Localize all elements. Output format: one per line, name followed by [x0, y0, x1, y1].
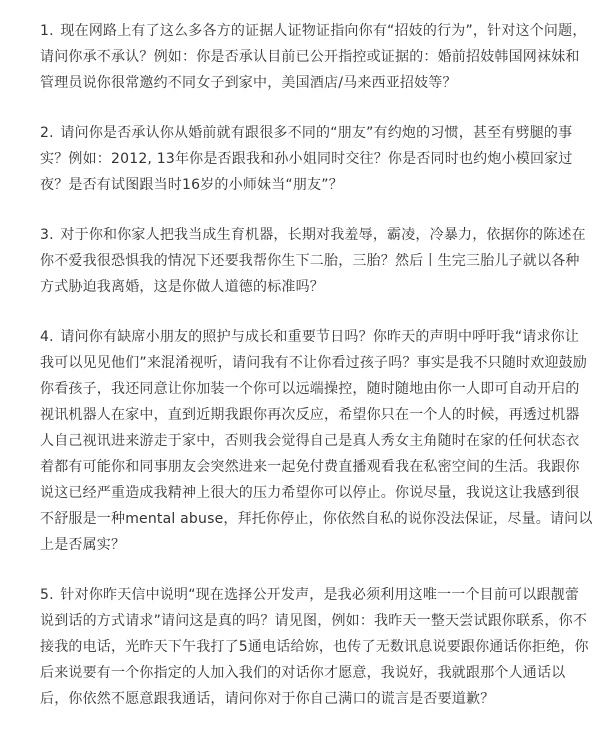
question-2: [40, 120, 593, 198]
question-3: [40, 222, 593, 300]
question-4: [40, 324, 593, 558]
question-text: 针对你昨天信中说明“现在选择公开发声，是我必须利用这唯一一个目前可以跟靓蕾说到话的方式请求”请问这是真的吗？请见图，例如：我昨天一整天尝试跟你联系，你不接我的电话，光昨天下午我打了5通电话给妳，也传了无数讯息说要跟你通话你拒绝，你后来说要有一个你指定的人加入我们的对话你才愿意，我说好，我就跟那个人通话以后，你依然不愿意跟我通话，请问你对于你自己满口的谎言是否要道歉？: [40, 587, 589, 707]
question-text: 请问你有缺席小朋友的照护与成长和重要节日吗？你昨天的声明中呼吁我“请求你让我可以见见他们”来混淆视听，请问我有不让你看过孩子吗？事实是我不只随时欢迎鼓励你看孩子，我还同意让你加装一个你可以远端操控，随时随地由你一人即可自动开启的视讯机器人在家中，直到近期我跟你再次反应，希望你只在一个人的时候，再透过机器人自己视讯进来游走于家中，否则我会觉得自己是真人秀女主角随时在家的任何状态衣着都有可能你和同事朋友会突然进来一起免付费直播观看我在私密空间的生活。我跟你说这已经严重造成我精神上很大的压力希望你可以停止。你说尽量，我说这让我感到很不舒服是一种mental abuse，拜托你停止，你依然自私的说你没法保证，尽量。请问以上是否属实？: [40, 329, 593, 553]
question-text: 请问你是否承认你从婚前就有跟很多不同的“朋友”有约炮的习惯，甚至有劈腿的事实？例如：2012, 13年你是否跟我和孙小姐同时交往？你是否同时也约炮小模回家过夜？是否有试图跟当时16岁的小师妹当“朋友”？: [40, 125, 573, 193]
question-5: [40, 582, 593, 712]
question-text: 对于你和你家人把我当成生育机器，长期对我羞辱，霸凌，冷暴力，依据你的陈述在你不爱我很恐惧我的情况下还要我帮你生下二胎，三胎？然后丨生完三胎儿子就以各种方式胁迫我离婚，这是你做人道德的标准吗？: [40, 227, 586, 295]
question-text: 现在网路上有了这么多各方的证据人证物证指向你有“招妓的行为”，针对这个问题，请问你承不承认？例如：你是否承认目前已公开指控或证据的：婚前招妓韩国网袜妹和管理员说你很常邀约不同女子到家中，美国酒店/马来西亚招妓等？: [40, 23, 587, 91]
question-number: 5.: [40, 587, 54, 603]
question-1: [40, 18, 593, 96]
question-number: 4.: [40, 329, 54, 345]
question-number: 1.: [40, 23, 54, 39]
question-number: 2.: [40, 125, 54, 141]
question-number: 3.: [40, 227, 54, 243]
